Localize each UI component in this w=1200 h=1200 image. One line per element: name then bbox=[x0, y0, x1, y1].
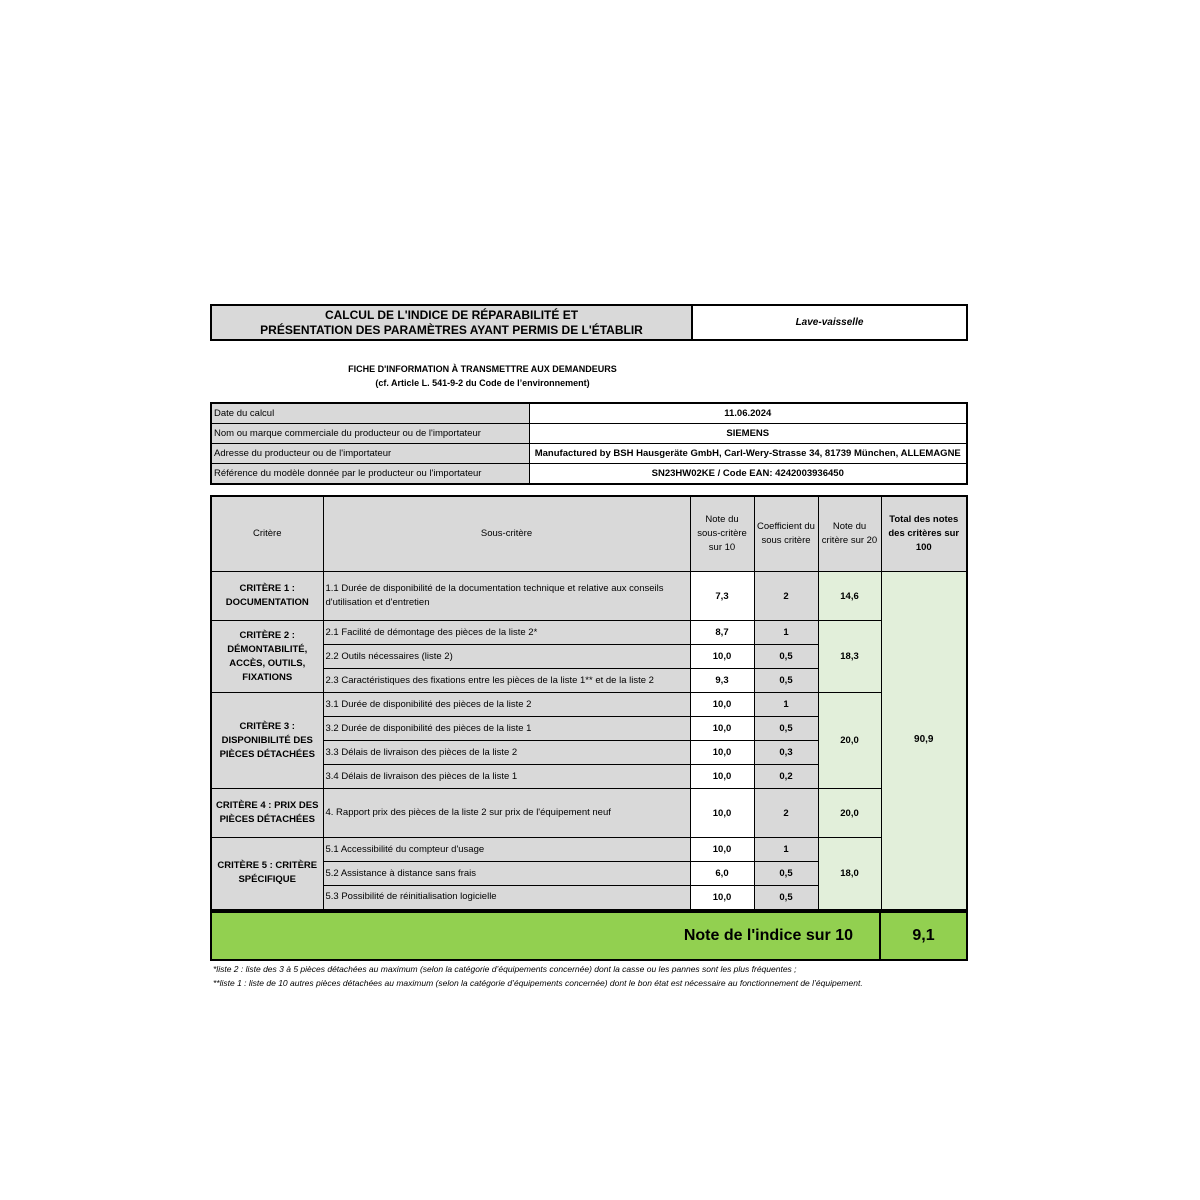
table-header-row bbox=[211, 496, 967, 572]
subcriterion-label: 5.2 Assistance à distance sans frais bbox=[323, 862, 690, 886]
document-header bbox=[210, 304, 968, 341]
table-row bbox=[211, 838, 967, 862]
criterion-5-name: CRITÈRE 5 : CRITÈRE SPÉCIFIQUE bbox=[211, 838, 323, 910]
subcriterion-note: 6,0 bbox=[690, 862, 754, 886]
final-score-label: Note de l'indice sur 10 bbox=[212, 913, 881, 959]
criterion-4-name: CRITÈRE 4 : PRIX DES PIÈCES DÉTACHÉES bbox=[211, 789, 323, 838]
info-value: Manufactured by BSH Hausgeräte GmbH, Carl-Wery-Strasse 34, 81739 München, ALLEMAGNE bbox=[529, 444, 967, 464]
subcriterion-coef: 1 bbox=[754, 693, 818, 717]
subcriterion-label: 4. Rapport prix des pièces de la liste 2 sur prix de l'équipement neuf bbox=[323, 789, 690, 838]
subcriterion-note: 10,0 bbox=[690, 838, 754, 862]
info-row-reference bbox=[211, 464, 967, 485]
subcriterion-note: 10,0 bbox=[690, 645, 754, 669]
info-value: SIEMENS bbox=[529, 424, 967, 444]
subcriterion-label: 5.1 Accessibilité du compteur d'usage bbox=[323, 838, 690, 862]
criterion-2-score: 18,3 bbox=[818, 621, 881, 693]
table-row bbox=[211, 572, 967, 621]
col-header-note-sous: Note du sous-critère sur 10 bbox=[690, 496, 754, 572]
subcriterion-note: 10,0 bbox=[690, 886, 754, 910]
subcriterion-note: 10,0 bbox=[690, 717, 754, 741]
title-line-1: CALCUL DE L'INDICE DE RÉPARABILITÉ ET bbox=[324, 307, 579, 322]
subcriterion-label: 3.1 Durée de disponibilité des pièces de la liste 2 bbox=[323, 693, 690, 717]
criterion-3-name: CRITÈRE 3 : DISPONIBILITÉ DES PIÈCES DÉTACHÉES bbox=[211, 693, 323, 789]
criterion-4-score: 20,0 bbox=[818, 789, 881, 838]
subheader-line-2: (cf. Article L. 541-9-2 du Code de l’environnement) bbox=[375, 378, 590, 388]
subcriterion-note: 8,7 bbox=[690, 621, 754, 645]
subcriterion-label: 3.3 Délais de livraison des pièces de la liste 2 bbox=[323, 741, 690, 765]
info-value: SN23HW02KE / Code EAN: 4242003936450 bbox=[529, 464, 967, 485]
final-score-row bbox=[210, 911, 968, 961]
title-line-2: PRÉSENTATION DES PARAMÈTRES AYANT PERMIS DE L'ÉTABLIR bbox=[260, 322, 643, 337]
subcriterion-coef: 2 bbox=[754, 572, 818, 621]
table-row bbox=[211, 693, 967, 717]
subcriterion-label: 5.3 Possibilité de réinitialisation logicielle bbox=[323, 886, 690, 910]
footnote-liste-1: **liste 1 : liste de 10 autres pièces détachées au maximum (selon la catégorie d’équipements concernée) dont le bon état est nécessaire au fonctionnement de l’équipement. bbox=[213, 978, 863, 988]
info-table bbox=[210, 402, 968, 485]
criteria-table bbox=[210, 495, 968, 911]
subcriterion-coef: 0,3 bbox=[754, 741, 818, 765]
subheader bbox=[210, 362, 755, 390]
criterion-2-name: CRITÈRE 2 : DÉMONTABILITÉ, ACCÈS, OUTILS, FIXATIONS bbox=[211, 621, 323, 693]
subcriterion-note: 10,0 bbox=[690, 741, 754, 765]
info-label: Adresse du producteur ou de l'importateur bbox=[211, 444, 529, 464]
subcriterion-note: 10,0 bbox=[690, 765, 754, 789]
criterion-3-score: 20,0 bbox=[818, 693, 881, 789]
col-header-total: Total des notes des critères sur 100 bbox=[881, 496, 967, 572]
criterion-5-score: 18,0 bbox=[818, 838, 881, 910]
subcriterion-coef: 0,5 bbox=[754, 645, 818, 669]
subcriterion-coef: 0,5 bbox=[754, 717, 818, 741]
subcriterion-note: 9,3 bbox=[690, 669, 754, 693]
final-score-value: 9,1 bbox=[912, 927, 935, 944]
table-row bbox=[211, 621, 967, 645]
subcriterion-note: 7,3 bbox=[690, 572, 754, 621]
info-label: Référence du modèle donnée par le producteur ou l'importateur bbox=[211, 464, 529, 485]
subcriterion-coef: 0,5 bbox=[754, 886, 818, 910]
subcriterion-coef: 1 bbox=[754, 621, 818, 645]
subcriterion-coef: 2 bbox=[754, 789, 818, 838]
subcriterion-coef: 0,5 bbox=[754, 669, 818, 693]
info-value: 11.06.2024 bbox=[529, 403, 967, 424]
subheader-line-1: FICHE D'INFORMATION À TRANSMETTRE AUX DEMANDEURS bbox=[348, 364, 617, 374]
subcriterion-coef: 0,2 bbox=[754, 765, 818, 789]
document-title bbox=[212, 306, 693, 339]
col-header-note-critere: Note du critère sur 20 bbox=[818, 496, 881, 572]
info-row-date bbox=[211, 403, 967, 424]
product-category: Lave-vaisselle bbox=[693, 306, 966, 339]
subcriterion-label: 3.2 Durée de disponibilité des pièces de la liste 1 bbox=[323, 717, 690, 741]
footnote-liste-2: *liste 2 : liste des 3 à 5 pièces détachées au maximum (selon la catégorie d’équipements concernée) dont la casse ou les pannes sont les plus fréquentes ; bbox=[213, 964, 797, 974]
info-row-address bbox=[211, 444, 967, 464]
subcriterion-coef: 0,5 bbox=[754, 862, 818, 886]
subcriterion-note: 10,0 bbox=[690, 693, 754, 717]
col-header-critere: Critère bbox=[211, 496, 323, 572]
table-row bbox=[211, 789, 967, 838]
subcriterion-label: 2.2 Outils nécessaires (liste 2) bbox=[323, 645, 690, 669]
info-label: Date du calcul bbox=[211, 403, 529, 424]
criterion-1-name: CRITÈRE 1 : DOCUMENTATION bbox=[211, 572, 323, 621]
subcriterion-label: 2.1 Facilité de démontage des pièces de la liste 2* bbox=[323, 621, 690, 645]
footnotes bbox=[213, 962, 973, 990]
criterion-1-score: 14,6 bbox=[818, 572, 881, 621]
col-header-sous-critere: Sous-critère bbox=[323, 496, 690, 572]
subcriterion-label: 2.3 Caractéristiques des fixations entre les pièces de la liste 1** et de la liste 2 bbox=[323, 669, 690, 693]
subcriterion-note: 10,0 bbox=[690, 789, 754, 838]
subcriterion-label: 1.1 Durée de disponibilité de la documentation technique et relative aux conseils d'utilisation et d'entretien bbox=[323, 572, 690, 621]
subcriterion-coef: 1 bbox=[754, 838, 818, 862]
info-row-brand bbox=[211, 424, 967, 444]
info-label: Nom ou marque commerciale du producteur ou de l'importateur bbox=[211, 424, 529, 444]
total-score-100: 90,9 bbox=[881, 572, 967, 910]
col-header-coef: Coefficient du sous critère bbox=[754, 496, 818, 572]
subcriterion-label: 3.4 Délais de livraison des pièces de la liste 1 bbox=[323, 765, 690, 789]
